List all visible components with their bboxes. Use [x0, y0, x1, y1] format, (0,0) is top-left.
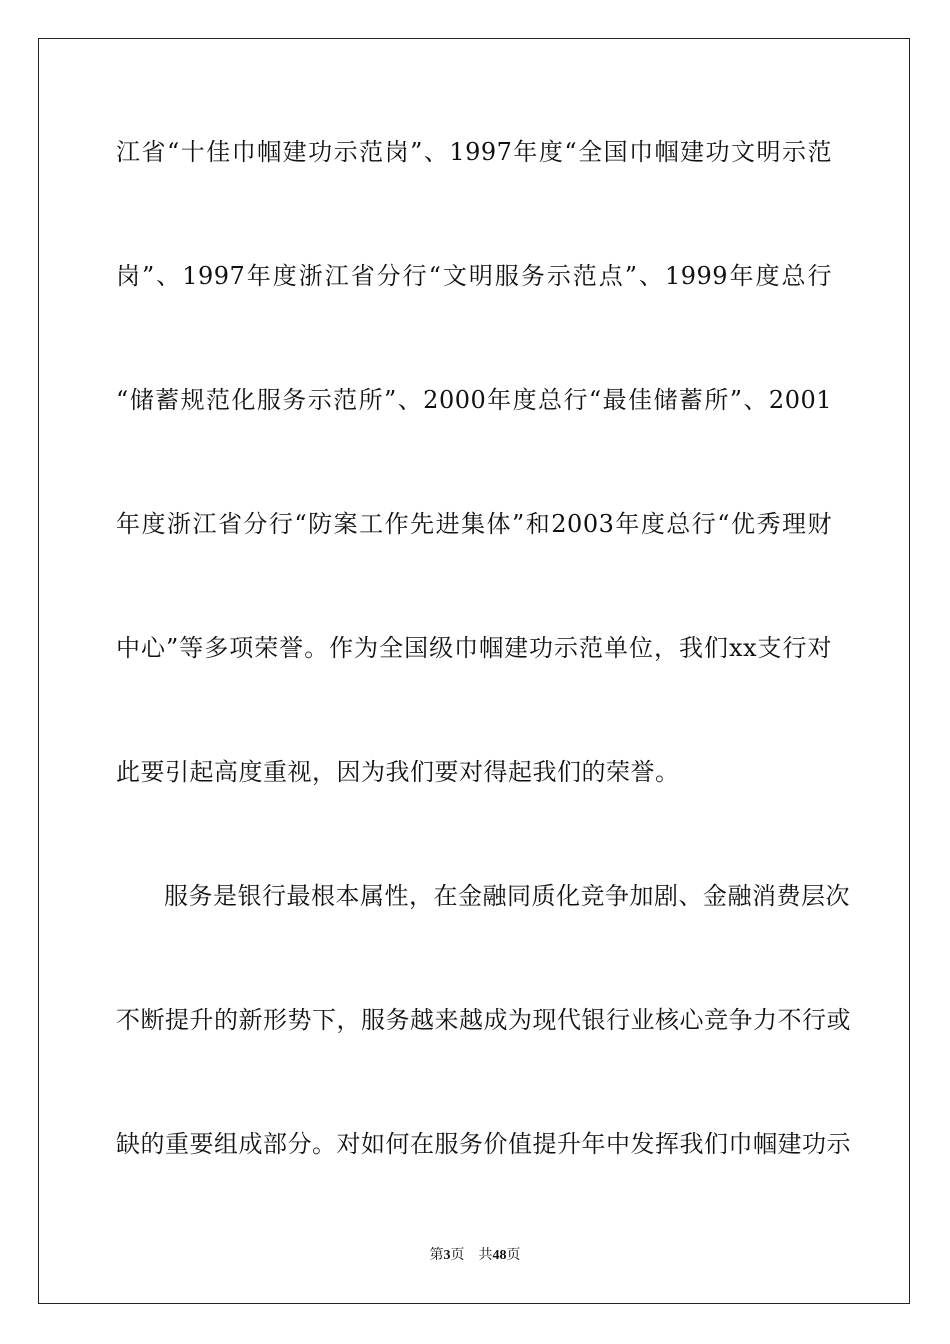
text-line-2: 岗”、1997年度浙江省分行“文明服务示范点”、1999年度总行 [116, 262, 832, 290]
total-prefix: 共 [478, 1248, 493, 1263]
page-suffix: 页 [450, 1248, 465, 1263]
total-pages: 48 [492, 1248, 507, 1263]
page-border [38, 38, 910, 1304]
text-line-4: 年度浙江省分行“防案工作先进集体”和2003年度总行“优秀理财 [116, 510, 832, 538]
text-line-1: 江省“十佳巾帼建功示范岗”、1997年度“全国巾帼建功文明示范 [116, 138, 832, 166]
page-number: 3 [443, 1248, 451, 1263]
total-suffix: 页 [506, 1248, 521, 1263]
text-line-8: 不断提升的新形势下，服务越来越成为现代银行业核心竞争力不行或 [116, 1006, 851, 1034]
text-line-6: 此要引起高度重视，因为我们要对得起我们的荣誉。 [116, 758, 680, 786]
text-line-9: 缺的重要组成部分。对如何在服务价值提升年中发挥我们巾帼建功示 [116, 1130, 851, 1158]
text-line-7: 服务是银行最根本属性，在金融同质化竞争加剧、金融消费层次 [164, 882, 850, 910]
page-footer [0, 1247, 950, 1265]
page-prefix: 第 [429, 1248, 444, 1263]
text-line-5: 中心”等多项荣誉。作为全国级巾帼建功示范单位，我们xx支行对 [116, 634, 832, 662]
text-line-3: “储蓄规范化服务示范所”、2000年度总行“最佳储蓄所”、2001 [116, 386, 832, 414]
